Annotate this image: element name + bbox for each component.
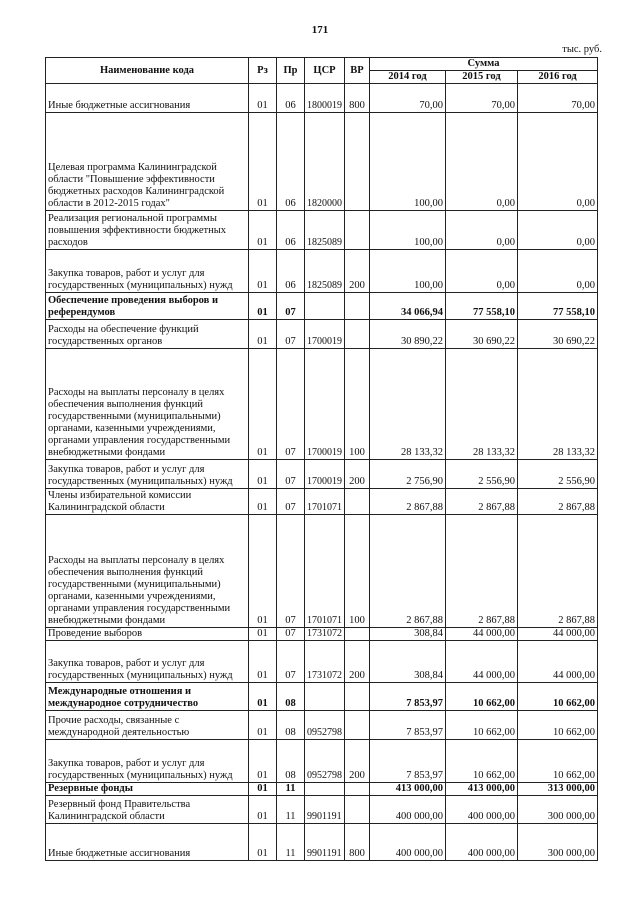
row-rz: 01 bbox=[249, 250, 277, 293]
row-csr: 1731072 bbox=[305, 628, 345, 641]
row-rz: 01 bbox=[249, 349, 277, 460]
page-number: 171 bbox=[311, 24, 329, 36]
row-name: Иные бюджетные ассигнования bbox=[46, 824, 249, 861]
row-amount-2014: 413 000,00 bbox=[370, 783, 446, 796]
row-name: Закупка товаров, работ и услуг для государственных (муниципальных) нужд bbox=[46, 460, 249, 489]
row-rz: 01 bbox=[249, 711, 277, 740]
row-csr: 9901191 bbox=[305, 824, 345, 861]
row-rz: 01 bbox=[249, 641, 277, 683]
row-rz: 01 bbox=[249, 293, 277, 320]
row-rz: 01 bbox=[249, 460, 277, 489]
row-name: Международные отношения и международное сотрудничество bbox=[46, 683, 249, 711]
row-csr bbox=[305, 683, 345, 711]
table-row bbox=[46, 515, 598, 628]
row-name: Закупка товаров, работ и услуг для государственных (муниципальных) нужд bbox=[46, 740, 249, 783]
row-csr: 0952798 bbox=[305, 711, 345, 740]
table-row bbox=[46, 211, 598, 250]
row-rz: 01 bbox=[249, 683, 277, 711]
row-amount-2015: 400 000,00 bbox=[446, 824, 518, 861]
row-csr: 1800019 bbox=[305, 84, 345, 113]
row-amount-2016: 300 000,00 bbox=[518, 796, 598, 824]
row-amount-2016: 0,00 bbox=[518, 211, 598, 250]
row-csr: 1701071 bbox=[305, 515, 345, 628]
row-amount-2015: 0,00 bbox=[446, 211, 518, 250]
row-pr: 11 bbox=[277, 783, 305, 796]
row-pr: 07 bbox=[277, 515, 305, 628]
row-rz: 01 bbox=[249, 320, 277, 349]
row-pr: 06 bbox=[277, 211, 305, 250]
row-amount-2014: 100,00 bbox=[370, 250, 446, 293]
row-name: Расходы на выплаты персоналу в целях обеспечения выполнения функций государственными (муниципальными) органами, казенными учреждениями, органами управления государственными внебюджетными фондами bbox=[46, 349, 249, 460]
row-csr: 1825089 bbox=[305, 250, 345, 293]
table-row bbox=[46, 824, 598, 861]
row-amount-2014: 2 756,90 bbox=[370, 460, 446, 489]
table-row bbox=[46, 84, 598, 113]
row-rz: 01 bbox=[249, 489, 277, 515]
row-amount-2016: 10 662,00 bbox=[518, 683, 598, 711]
row-name: Целевая программа Калининградской области "Повышение эффективности бюджетных расходов Калининградской области в 2012-2015 годах" bbox=[46, 113, 249, 211]
row-vr bbox=[345, 113, 370, 211]
header-vr: ВР bbox=[345, 58, 370, 84]
row-pr: 07 bbox=[277, 489, 305, 515]
row-rz: 01 bbox=[249, 515, 277, 628]
row-csr: 1731072 bbox=[305, 641, 345, 683]
table-row bbox=[46, 796, 598, 824]
row-amount-2016: 10 662,00 bbox=[518, 711, 598, 740]
row-name: Расходы на выплаты персоналу в целях обеспечения выполнения функций государственными (муниципальными) органами, казенными учреждениями, органами управления государственными внебюджетными фондами bbox=[46, 515, 249, 628]
header-name: Наименование кода bbox=[46, 58, 249, 84]
row-amount-2014: 308,84 bbox=[370, 628, 446, 641]
row-amount-2016: 2 867,88 bbox=[518, 515, 598, 628]
row-amount-2014: 7 853,97 bbox=[370, 711, 446, 740]
row-amount-2016: 77 558,10 bbox=[518, 293, 598, 320]
row-vr: 200 bbox=[345, 460, 370, 489]
row-csr: 1700019 bbox=[305, 349, 345, 460]
row-vr: 100 bbox=[345, 515, 370, 628]
row-pr: 07 bbox=[277, 293, 305, 320]
row-vr: 100 bbox=[345, 349, 370, 460]
row-amount-2016: 0,00 bbox=[518, 250, 598, 293]
row-amount-2015: 2 556,90 bbox=[446, 460, 518, 489]
row-amount-2015: 10 662,00 bbox=[446, 711, 518, 740]
row-amount-2016: 300 000,00 bbox=[518, 824, 598, 861]
row-vr bbox=[345, 783, 370, 796]
table-row bbox=[46, 349, 598, 460]
row-amount-2016: 28 133,32 bbox=[518, 349, 598, 460]
row-vr bbox=[345, 683, 370, 711]
row-name: Закупка товаров, работ и услуг для государственных (муниципальных) нужд bbox=[46, 641, 249, 683]
row-name: Проведение выборов bbox=[46, 628, 249, 641]
budget-table bbox=[45, 57, 598, 861]
row-amount-2015: 2 867,88 bbox=[446, 489, 518, 515]
row-csr: 0952798 bbox=[305, 740, 345, 783]
row-name: Члены избирательной комиссии Калининградской области bbox=[46, 489, 249, 515]
table-row bbox=[46, 740, 598, 783]
budget-table-body bbox=[46, 84, 598, 861]
header-year-2014: 2014 год bbox=[370, 71, 446, 84]
row-vr: 800 bbox=[345, 84, 370, 113]
row-amount-2014: 100,00 bbox=[370, 113, 446, 211]
header-pr: Пр bbox=[277, 58, 305, 84]
row-amount-2014: 34 066,94 bbox=[370, 293, 446, 320]
row-name: Резервные фонды bbox=[46, 783, 249, 796]
row-csr: 1700019 bbox=[305, 460, 345, 489]
row-amount-2015: 413 000,00 bbox=[446, 783, 518, 796]
row-vr bbox=[345, 796, 370, 824]
row-amount-2014: 400 000,00 bbox=[370, 796, 446, 824]
table-row bbox=[46, 489, 598, 515]
row-vr bbox=[345, 211, 370, 250]
row-amount-2015: 70,00 bbox=[446, 84, 518, 113]
row-pr: 07 bbox=[277, 460, 305, 489]
row-amount-2016: 30 690,22 bbox=[518, 320, 598, 349]
row-name: Резервный фонд Правительства Калининградской области bbox=[46, 796, 249, 824]
row-amount-2016: 0,00 bbox=[518, 113, 598, 211]
row-pr: 08 bbox=[277, 740, 305, 783]
row-amount-2014: 100,00 bbox=[370, 211, 446, 250]
row-amount-2014: 28 133,32 bbox=[370, 349, 446, 460]
table-row bbox=[46, 711, 598, 740]
row-amount-2014: 400 000,00 bbox=[370, 824, 446, 861]
row-vr bbox=[345, 711, 370, 740]
row-vr bbox=[345, 489, 370, 515]
row-amount-2015: 44 000,00 bbox=[446, 628, 518, 641]
row-pr: 07 bbox=[277, 320, 305, 349]
table-row bbox=[46, 113, 598, 211]
table-row bbox=[46, 783, 598, 796]
row-csr: 1700019 bbox=[305, 320, 345, 349]
row-name: Иные бюджетные ассигнования bbox=[46, 84, 249, 113]
row-pr: 07 bbox=[277, 628, 305, 641]
row-amount-2014: 308,84 bbox=[370, 641, 446, 683]
row-name: Реализация региональной программы повышения эффективности бюджетных расходов bbox=[46, 211, 249, 250]
row-pr: 07 bbox=[277, 641, 305, 683]
row-pr: 07 bbox=[277, 349, 305, 460]
units-label: тыс. руб. bbox=[562, 44, 602, 55]
row-amount-2014: 2 867,88 bbox=[370, 489, 446, 515]
row-amount-2015: 77 558,10 bbox=[446, 293, 518, 320]
row-amount-2015: 0,00 bbox=[446, 250, 518, 293]
row-vr: 200 bbox=[345, 641, 370, 683]
table-row bbox=[46, 641, 598, 683]
row-csr: 1820000 bbox=[305, 113, 345, 211]
row-csr: 1825089 bbox=[305, 211, 345, 250]
row-amount-2014: 2 867,88 bbox=[370, 515, 446, 628]
row-pr: 06 bbox=[277, 113, 305, 211]
row-amount-2015: 0,00 bbox=[446, 113, 518, 211]
row-rz: 01 bbox=[249, 211, 277, 250]
header-csr: ЦСР bbox=[305, 58, 345, 84]
table-row bbox=[46, 628, 598, 641]
table-row bbox=[46, 460, 598, 489]
row-rz: 01 bbox=[249, 796, 277, 824]
row-csr: 1701071 bbox=[305, 489, 345, 515]
row-pr: 06 bbox=[277, 84, 305, 113]
row-amount-2015: 400 000,00 bbox=[446, 796, 518, 824]
row-vr: 200 bbox=[345, 250, 370, 293]
row-amount-2015: 10 662,00 bbox=[446, 740, 518, 783]
row-csr bbox=[305, 783, 345, 796]
row-vr: 800 bbox=[345, 824, 370, 861]
row-amount-2016: 313 000,00 bbox=[518, 783, 598, 796]
row-csr bbox=[305, 293, 345, 320]
row-rz: 01 bbox=[249, 783, 277, 796]
row-vr: 200 bbox=[345, 740, 370, 783]
row-amount-2014: 7 853,97 bbox=[370, 740, 446, 783]
header-sum: Сумма bbox=[370, 58, 598, 71]
row-name: Прочие расходы, связанные с международной деятельностью bbox=[46, 711, 249, 740]
row-amount-2015: 44 000,00 bbox=[446, 641, 518, 683]
table-row bbox=[46, 320, 598, 349]
table-row bbox=[46, 683, 598, 711]
row-csr: 9901191 bbox=[305, 796, 345, 824]
row-amount-2014: 70,00 bbox=[370, 84, 446, 113]
row-vr bbox=[345, 293, 370, 320]
row-rz: 01 bbox=[249, 740, 277, 783]
row-rz: 01 bbox=[249, 628, 277, 641]
row-pr: 11 bbox=[277, 796, 305, 824]
row-name: Закупка товаров, работ и услуг для государственных (муниципальных) нужд bbox=[46, 250, 249, 293]
row-name: Расходы на обеспечение функций государственных органов bbox=[46, 320, 249, 349]
row-amount-2016: 70,00 bbox=[518, 84, 598, 113]
row-amount-2014: 7 853,97 bbox=[370, 683, 446, 711]
table-row bbox=[46, 250, 598, 293]
row-amount-2015: 30 690,22 bbox=[446, 320, 518, 349]
row-pr: 06 bbox=[277, 250, 305, 293]
header-year-2015: 2015 год bbox=[446, 71, 518, 84]
header-rz: Рз bbox=[249, 58, 277, 84]
row-pr: 11 bbox=[277, 824, 305, 861]
row-amount-2016: 2 556,90 bbox=[518, 460, 598, 489]
row-rz: 01 bbox=[249, 824, 277, 861]
header-year-2016: 2016 год bbox=[518, 71, 598, 84]
row-rz: 01 bbox=[249, 84, 277, 113]
row-pr: 08 bbox=[277, 711, 305, 740]
row-rz: 01 bbox=[249, 113, 277, 211]
row-amount-2015: 10 662,00 bbox=[446, 683, 518, 711]
row-vr bbox=[345, 628, 370, 641]
row-vr bbox=[345, 320, 370, 349]
row-name: Обеспечение проведения выборов и референдумов bbox=[46, 293, 249, 320]
row-amount-2015: 28 133,32 bbox=[446, 349, 518, 460]
row-pr: 08 bbox=[277, 683, 305, 711]
row-amount-2016: 2 867,88 bbox=[518, 489, 598, 515]
row-amount-2016: 10 662,00 bbox=[518, 740, 598, 783]
row-amount-2016: 44 000,00 bbox=[518, 641, 598, 683]
row-amount-2016: 44 000,00 bbox=[518, 628, 598, 641]
row-amount-2015: 2 867,88 bbox=[446, 515, 518, 628]
table-row bbox=[46, 293, 598, 320]
row-amount-2014: 30 890,22 bbox=[370, 320, 446, 349]
